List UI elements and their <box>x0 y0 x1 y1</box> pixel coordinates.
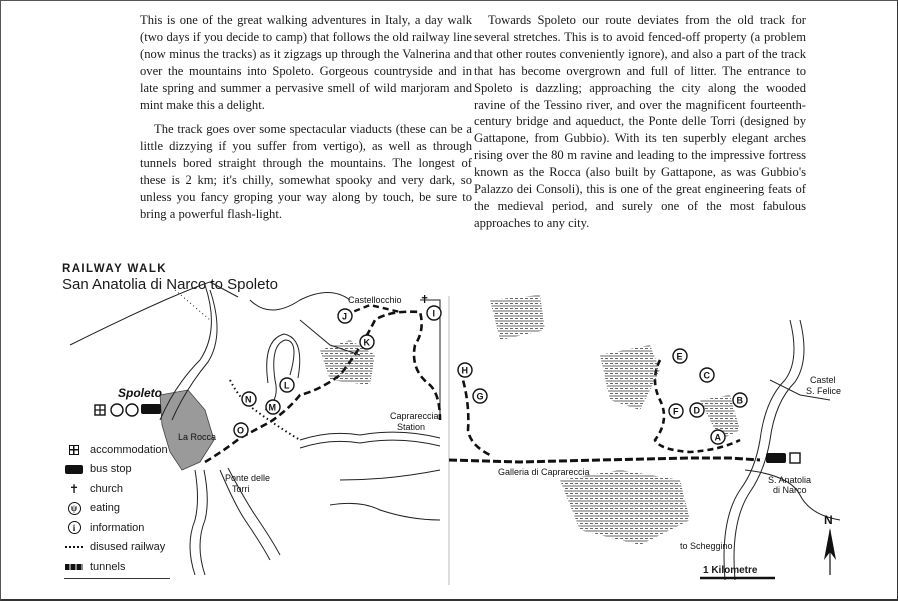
svg-text:H: H <box>461 365 468 376</box>
svg-text:J: J <box>342 311 348 322</box>
paragraph: Towards Spoleto our route deviates from the old track for several stretches. This is to avoid fenced-off property (a problem that other routes conveniently ignore), and also a part of the track that has become overgrown and full of litter. The entrance to Spoleto is dazzling; approaching the city along the wooded ravine of the Tessino river, and over the magnificent fourteenth-century bridge and aqueduct, the Ponte delle Torri (designed by Gattapone, from Gubbio). With its ten superbly elegant arches rising over the 80 m ravine and leading to the impressive fortress known as the Rocca (also built by Gattapone, as was Gubbio's Palazzo dei Consoli), this is one of the great engineering feats of the medieval period, and surely one of the most fabulous approaches to any city. <box>474 13 806 230</box>
paragraph: This is one of the great walking adventures in Italy, a day walk (two days if you decide to camp) that follows the old railway line (now minus the tracks) as it zigzags up through the Valnerina and over the mountains into Spoleto. Gorgeous countryside and in late spring and summer a pervasive smell of wild marjoram and mint make this a delight. <box>140 13 472 112</box>
legend-label: tunnels <box>90 560 126 573</box>
spoleto-icons <box>95 404 161 416</box>
svg-text:N: N <box>245 394 252 405</box>
place-ponte-line1: Ponte delle <box>225 473 271 483</box>
svg-text:L: L <box>284 380 290 391</box>
place-scheggino: to Scheggino <box>680 541 733 551</box>
svg-text:K: K <box>363 337 370 348</box>
svg-text:O: O <box>237 425 245 436</box>
point-d <box>690 403 704 417</box>
svg-text:M: M <box>268 402 276 413</box>
point-j <box>338 309 352 323</box>
railway-tunnel-route <box>449 458 760 462</box>
north-arrow <box>824 528 836 575</box>
legend-rule <box>64 578 170 579</box>
paragraph: The track goes over some spectacular viaducts (these can be a little dizzying if you suffer from vertigo), as well as through tunnels bored straight through the mountains. The longest of these is 2 km; it's chilly, somewhat spooky and very dark, so unless you fancy groping your way along by touch, be sure to bring a powerful flash-light. <box>140 122 472 221</box>
tunnel-icon <box>64 564 84 570</box>
anatolia-icons <box>766 453 800 463</box>
legend-row <box>64 557 168 577</box>
svg-text:A: A <box>714 432 721 443</box>
legend-row <box>64 460 168 480</box>
point-n <box>242 392 256 406</box>
svg-text:G: G <box>476 391 484 402</box>
svg-text:D: D <box>693 405 700 416</box>
map-title: San Anatolia di Narco to Spoleto <box>62 276 278 293</box>
point-b <box>733 393 747 407</box>
legend-label: church <box>90 482 124 495</box>
legend-row <box>64 499 168 519</box>
place-galleria: Galleria di Caprareccia <box>498 467 590 477</box>
railway-line <box>175 290 210 320</box>
eating-icon: ψ <box>64 502 84 515</box>
route-points <box>234 306 747 444</box>
walking-route-left <box>205 312 440 462</box>
terrain-right <box>490 295 740 545</box>
place-spoleto: Spoleto <box>118 386 162 400</box>
point-o <box>234 423 248 437</box>
legend-label: bus stop <box>90 463 132 476</box>
point-m <box>266 400 280 414</box>
legend-label: disused railway <box>90 541 166 554</box>
legend-row <box>64 538 168 558</box>
svg-text:C: C <box>703 370 710 381</box>
svg-text:B: B <box>736 395 743 406</box>
map-legend <box>64 440 168 577</box>
place-anatolia-line2: di Narco <box>773 485 807 495</box>
walking-route-right <box>460 370 490 455</box>
place-capra-line1: Caprareccia <box>390 411 439 421</box>
place-castel-line2: S. Felice <box>806 386 842 396</box>
point-e <box>673 349 687 363</box>
point-i <box>427 306 441 320</box>
point-l <box>280 378 294 392</box>
point-g <box>473 389 487 403</box>
point-f <box>669 404 683 418</box>
railway-icon <box>64 546 84 548</box>
point-c <box>700 368 714 382</box>
place-castellocchio: Castellocchio <box>348 295 402 305</box>
legend-label: information <box>90 521 145 534</box>
point-k <box>360 335 374 349</box>
accommodation-icon <box>64 445 84 455</box>
legend-label: eating <box>90 502 120 515</box>
svg-text:F: F <box>673 406 679 417</box>
legend-row <box>64 518 168 538</box>
north-label: N <box>824 513 833 527</box>
church-icon: ✝ <box>420 294 430 306</box>
svg-text:I: I <box>432 308 436 319</box>
place-ponte-line2: Torri <box>232 484 250 494</box>
church-icon: ✝ <box>68 481 80 496</box>
place-castel-line1: Castel <box>810 375 836 385</box>
legend-row <box>64 479 168 499</box>
scale-label: 1 Kilometre <box>703 565 758 576</box>
spoleto-town-area <box>160 390 217 470</box>
place-capra-line2: Station <box>397 422 426 432</box>
bus-icon <box>64 465 84 474</box>
place-la-rocca: La Rocca <box>178 432 217 442</box>
point-a <box>711 430 725 444</box>
map-kicker: RAILWAY WALK <box>62 263 167 275</box>
svg-text:E: E <box>676 351 683 362</box>
legend-label: accommodation <box>90 443 168 456</box>
point-h <box>458 363 472 377</box>
legend-row <box>64 440 168 460</box>
information-icon: i <box>64 521 84 534</box>
roads-right <box>724 320 840 580</box>
place-anatolia-line1: S. Anatolia <box>768 475 812 485</box>
